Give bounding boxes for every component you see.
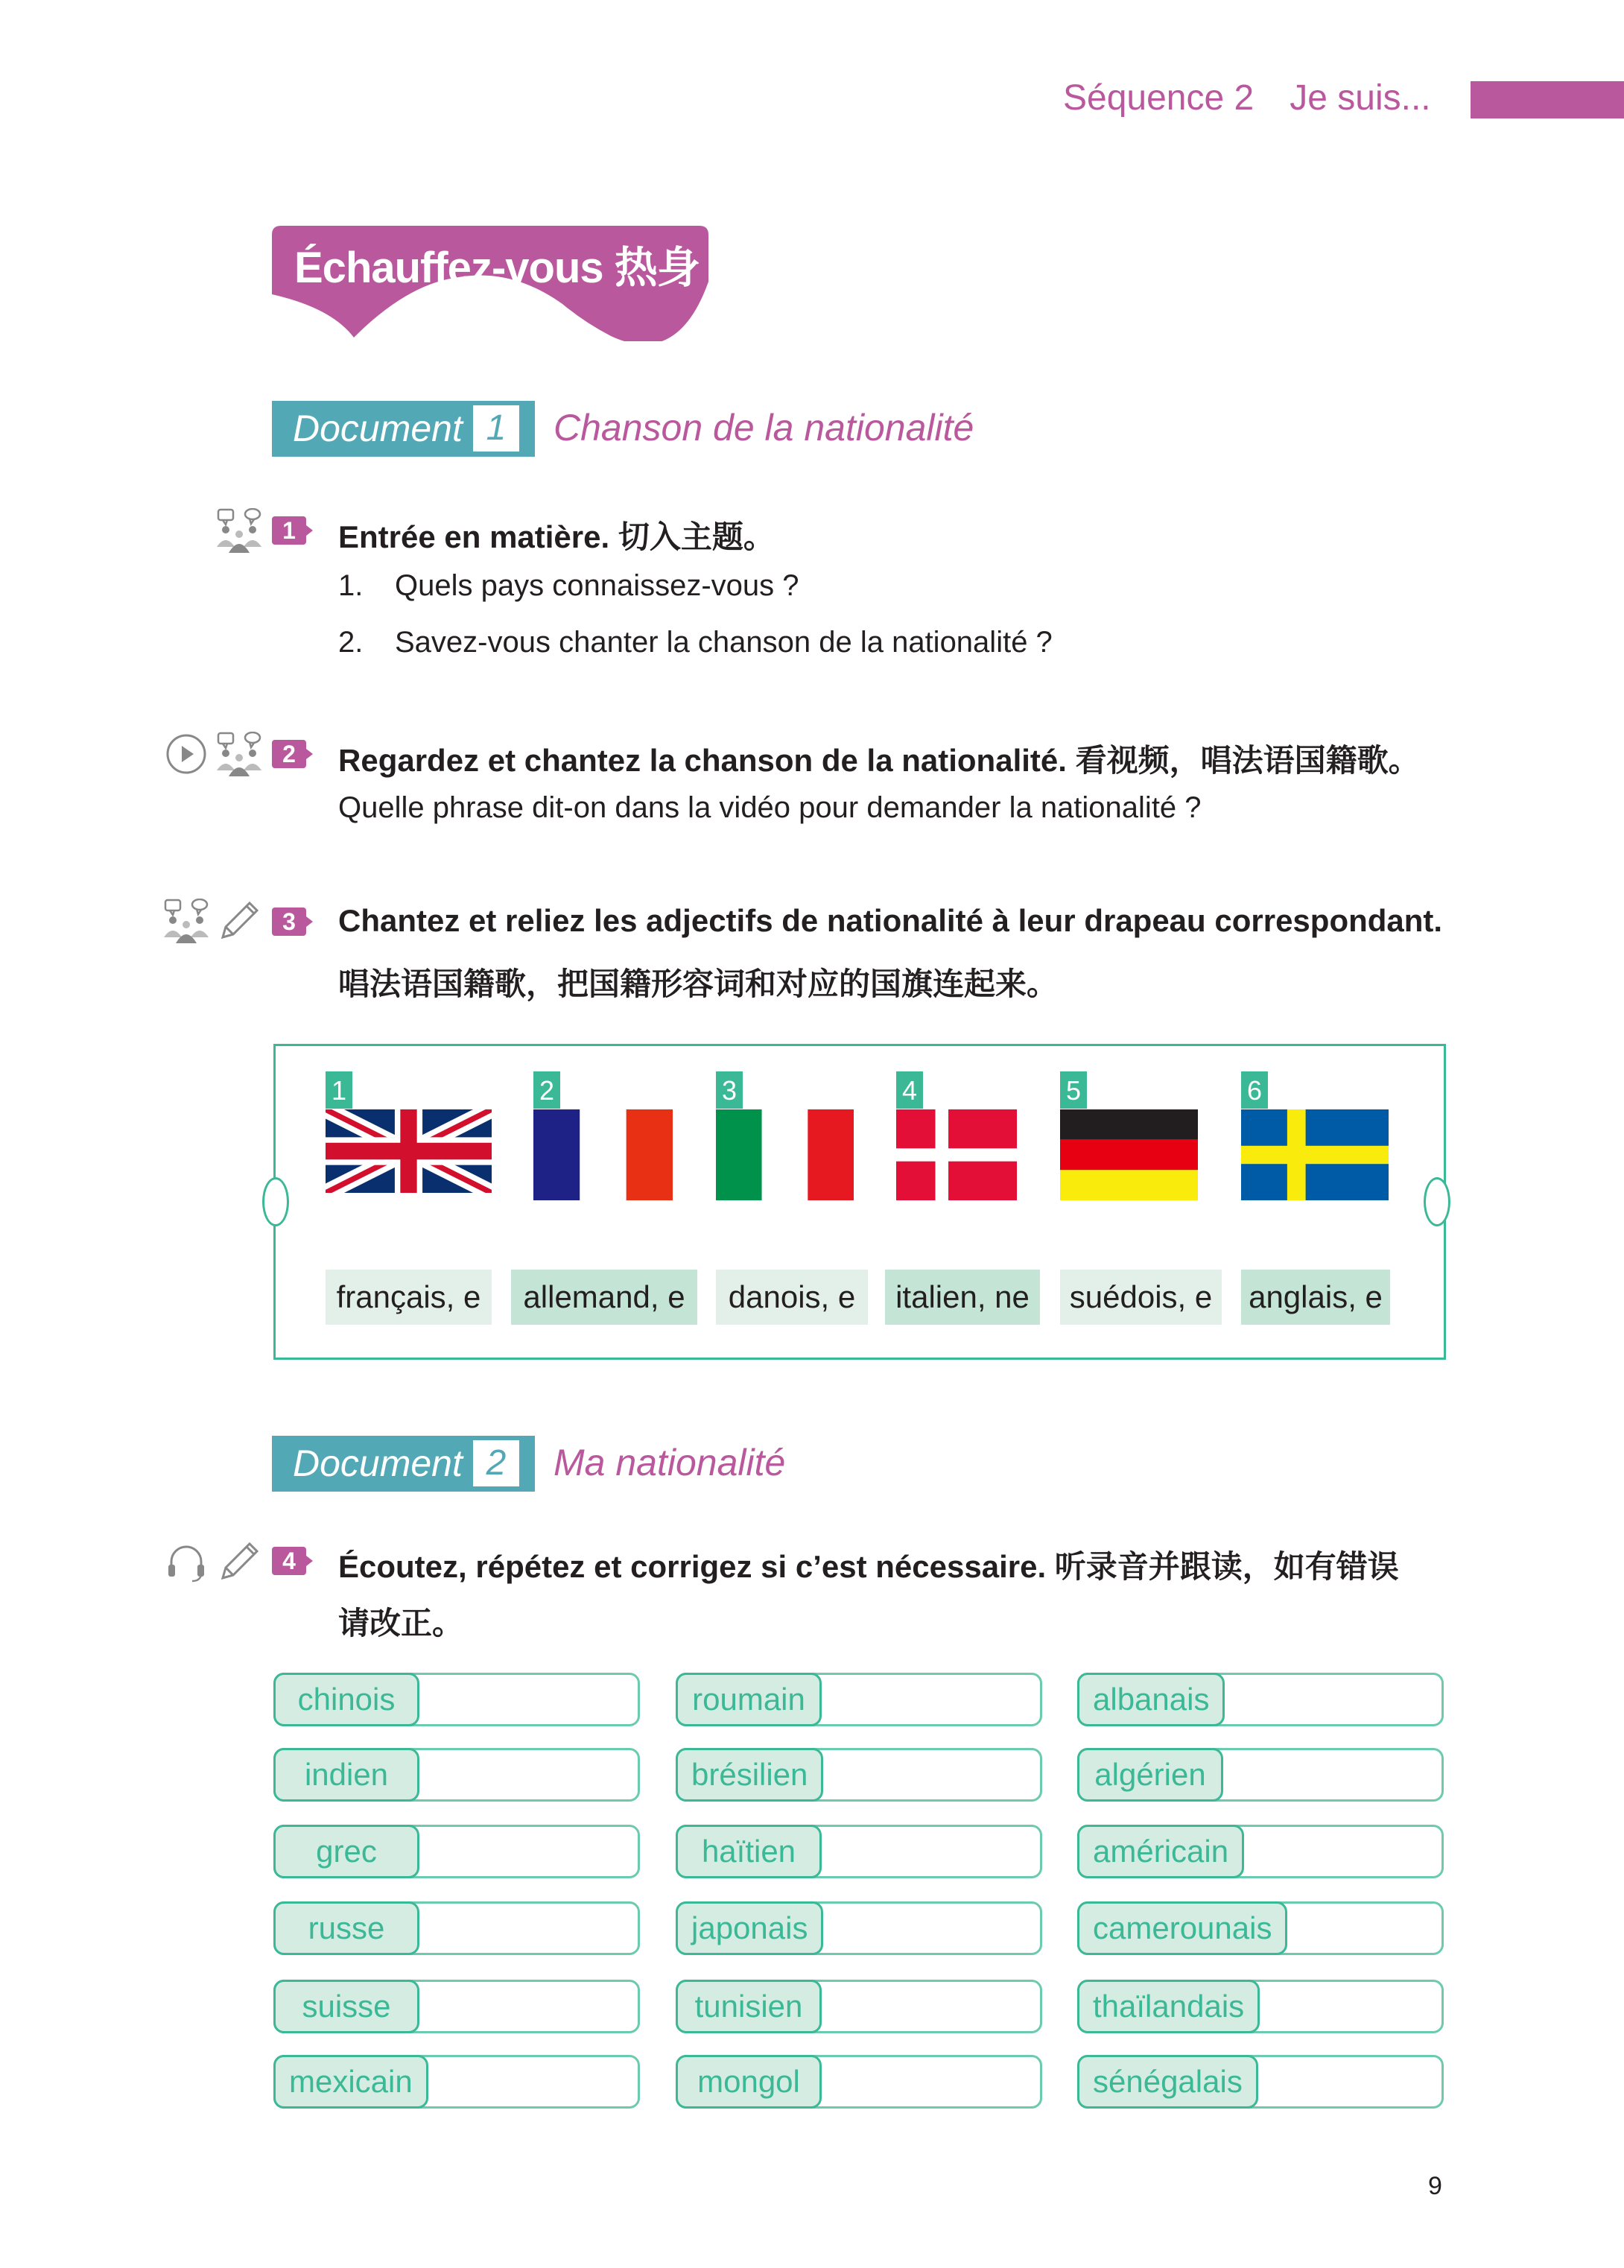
word-answer-field[interactable] xyxy=(273,1901,640,1955)
word-label: américain xyxy=(1077,1825,1244,1878)
word-answer-field[interactable] xyxy=(1077,2055,1444,2109)
word-label: sénégalais xyxy=(1077,2055,1258,2109)
word-label: brésilien xyxy=(676,1748,823,1802)
adjective-label[interactable]: français, e xyxy=(326,1270,492,1325)
word-answer-field[interactable] xyxy=(1077,1980,1444,2033)
section-title: Échauffez-vous 热身 xyxy=(294,244,700,292)
word-label: mexicain xyxy=(273,2055,428,2109)
question-1-number: 1. xyxy=(338,569,364,602)
activity-3-badge: 3 xyxy=(272,907,306,936)
word-label: russe xyxy=(273,1901,419,1955)
activity-1-title: Entrée en matière. 切入主题。 xyxy=(338,519,775,554)
word-answer-field[interactable] xyxy=(676,1673,1042,1726)
activity-2-subtitle: Quelle phrase dit-on dans la vidéo pour demander la nationalité ? xyxy=(338,791,1202,824)
word-answer-field[interactable] xyxy=(676,1825,1042,1878)
flag-number: 1 xyxy=(326,1071,352,1109)
flag-number: 4 xyxy=(896,1071,923,1109)
flag-number: 2 xyxy=(533,1071,560,1109)
group-discussion-icon xyxy=(164,899,209,943)
document-label: Document xyxy=(293,408,463,449)
sequence-header xyxy=(1063,77,1467,118)
activity-4-title: Écoutez, répétez et corrigez si c’est nécessaire. 听录音并跟读，如有错误 xyxy=(338,1549,1399,1584)
denmark-flag[interactable] xyxy=(896,1109,1017,1200)
box-notch xyxy=(262,1177,289,1226)
word-label: tunisien xyxy=(676,1980,822,2033)
document-number: 1 xyxy=(473,405,519,452)
document-label: Document xyxy=(293,1442,463,1484)
word-answer-field[interactable] xyxy=(1077,1901,1444,1955)
activity-2-badge: 2 xyxy=(272,740,306,768)
word-answer-field[interactable] xyxy=(1077,1748,1444,1802)
document-2-label xyxy=(272,1436,535,1492)
headphones-icon[interactable] xyxy=(164,1539,209,1584)
germany-flag[interactable] xyxy=(1060,1109,1198,1200)
header-accent-bar xyxy=(1471,81,1624,118)
word-label: camerounais xyxy=(1077,1901,1287,1955)
activity-4-badge: 4 xyxy=(272,1547,306,1575)
word-label: indien xyxy=(273,1748,419,1802)
play-video-icon[interactable] xyxy=(164,732,209,776)
word-label: haïtien xyxy=(676,1825,822,1878)
activity-3-title: Chantez et reliez les adjectifs de nationalité à leur drapeau correspondant. xyxy=(338,903,1443,938)
document-number: 2 xyxy=(473,1440,519,1486)
word-label: mongol xyxy=(676,2055,822,2109)
adjective-label[interactable]: suédois, e xyxy=(1060,1270,1222,1325)
word-label: japonais xyxy=(676,1901,823,1955)
activity-3-title-zh: 唱法语国籍歌，把国籍形容词和对应的国旗连起来。 xyxy=(338,966,1059,1001)
flag-number: 5 xyxy=(1060,1071,1087,1109)
adjective-label[interactable]: allemand, e xyxy=(511,1270,697,1325)
word-answer-field[interactable] xyxy=(1077,1825,1444,1878)
activity-4-title-line2: 请改正。 xyxy=(338,1606,464,1641)
question-1-text: Quels pays connaissez-vous ? xyxy=(395,569,799,602)
adjective-label[interactable]: anglais, e xyxy=(1241,1270,1390,1325)
flag-number: 3 xyxy=(716,1071,743,1109)
sequence-label: Séquence 2 xyxy=(1063,78,1255,118)
activity-2-title: Regardez et chantez la chanson de la nationalité. 看视频，唱法语国籍歌。 xyxy=(338,743,1420,778)
adjective-label[interactable]: italien, ne xyxy=(885,1270,1040,1325)
activity-1-badge: 1 xyxy=(272,516,306,545)
word-answer-field[interactable] xyxy=(1077,1673,1444,1726)
word-answer-field[interactable] xyxy=(273,1980,640,2033)
page-number: 9 xyxy=(1428,2172,1442,2200)
word-answer-field[interactable] xyxy=(273,1748,640,1802)
word-label: suisse xyxy=(273,1980,419,2033)
word-answer-field[interactable] xyxy=(273,2055,640,2109)
document-1-label xyxy=(272,401,535,457)
pencil-icon xyxy=(217,1539,261,1584)
document-1-title: Chanson de la nationalité xyxy=(554,407,974,449)
word-label: chinois xyxy=(273,1673,419,1726)
word-answer-field[interactable] xyxy=(273,1673,640,1726)
document-2-title: Ma nationalité xyxy=(554,1442,786,1483)
word-label: grec xyxy=(273,1825,419,1878)
word-label: albanais xyxy=(1077,1673,1225,1726)
word-answer-field[interactable] xyxy=(676,1748,1042,1802)
group-discussion-icon xyxy=(217,732,261,776)
word-label: roumain xyxy=(676,1673,822,1726)
word-label: thaïlandais xyxy=(1077,1980,1260,2033)
adjective-label[interactable]: danois, e xyxy=(716,1270,868,1325)
word-label: algérien xyxy=(1077,1748,1223,1802)
italy-flag[interactable] xyxy=(716,1109,854,1200)
group-discussion-icon xyxy=(217,508,261,553)
box-notch xyxy=(1424,1177,1450,1226)
word-answer-field[interactable] xyxy=(676,2055,1042,2109)
sweden-flag[interactable] xyxy=(1241,1109,1389,1200)
sequence-title: Je suis... xyxy=(1290,78,1431,118)
question-2-text: Savez-vous chanter la chanson de la nationalité ? xyxy=(395,626,1053,659)
word-answer-field[interactable] xyxy=(676,1980,1042,2033)
flag-number: 6 xyxy=(1241,1071,1268,1109)
uk-flag[interactable] xyxy=(326,1109,492,1193)
word-answer-field[interactable] xyxy=(273,1825,640,1878)
pencil-icon xyxy=(217,899,261,943)
word-answer-field[interactable] xyxy=(676,1901,1042,1955)
question-2-number: 2. xyxy=(338,626,364,659)
france-flag[interactable] xyxy=(533,1109,673,1200)
